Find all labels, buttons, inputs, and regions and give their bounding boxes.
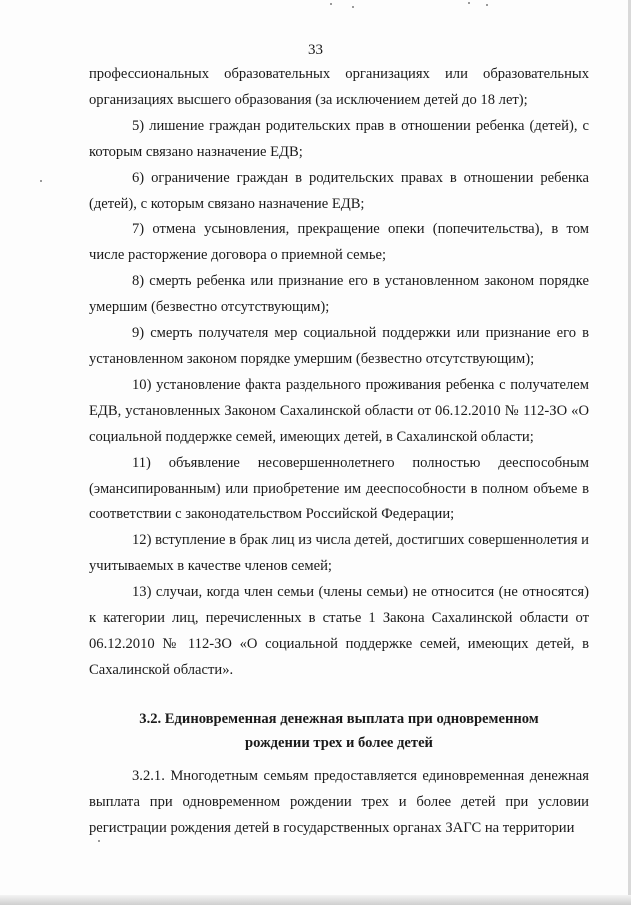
- list-item-8: 8) смерть ребенка или признание его в установленном законом порядке умершим (безвестно отсутствующим);: [89, 273, 589, 316]
- list-item-7: 7) отмена усыновления, прекращение опеки (попечительства), в том числе расторжение договора о приемной семье;: [89, 221, 589, 264]
- section-paragraph: 3.2.1. Многодетным семьям предоставляется единовременная денежная выплата при одновременном рождении трех и более детей при условии регистрации рождения детей в государственных органах ЗАГС на территории: [89, 768, 589, 836]
- scan-speck: [352, 6, 354, 8]
- scan-speck: [468, 2, 470, 4]
- list-item-13: 13) случаи, когда член семьи (члены семьи) не относится (не относятся) к категории лиц, перечисленных в статье 1 Закона Сахалинской области от 06.12.2010 № 112-ЗО «О социальной поддержке семей, имеющих детей, в Сахалинской области».: [89, 584, 589, 678]
- section-heading: [89, 707, 589, 755]
- list-item-10: 10) установление факта раздельного проживания ребенка с получателем ЕДВ, установленных Законом Сахалинской области от 06.12.2010 № 112-ЗО «О социальной поддержке семей, имеющих детей, в Сахалинской области;: [89, 376, 589, 445]
- scan-speck: [40, 180, 42, 182]
- scan-speck: [98, 840, 100, 842]
- section-heading-line-1: 3.2. Единовременная денежная выплата при одновременном: [139, 711, 539, 727]
- paragraph-continuation: профессиональных образовательных организациях или образовательных организациях высшего образования (за исключением детей до 18 лет);: [89, 66, 589, 108]
- list-item-11: 11) объявление несовершеннолетнего полностью дееспособным (эмансипированным) или приобретение им дееспособности в полном объеме в соответствии с законодательством Российской Федерации;: [89, 454, 589, 523]
- scan-speck: [330, 3, 332, 5]
- list-item-12: 12) вступление в брак лиц из числа детей, достигших совершеннолетия и учитываемых в качестве членов семей;: [89, 532, 589, 575]
- list-item-6: 6) ограничение граждан в родительских правах в отношении ребенка (детей), с которым связано назначение ЕДВ;: [89, 169, 589, 212]
- scan-speck: [486, 4, 488, 6]
- list-item-5: 5) лишение граждан родительских прав в отношении ребенка (детей), с которым связано назначение ЕДВ;: [89, 117, 589, 160]
- scan-edge-bottom: [0, 895, 631, 905]
- section-body: [89, 764, 589, 842]
- section-heading-line-2: рождении трех и более детей: [245, 735, 433, 751]
- document-body: [89, 62, 589, 684]
- list-item-9: 9) смерть получателя мер социальной поддержки или признание его в установленном законом порядке умершим (безвестно отсутствующим);: [89, 325, 589, 367]
- page-number: 33: [308, 42, 323, 58]
